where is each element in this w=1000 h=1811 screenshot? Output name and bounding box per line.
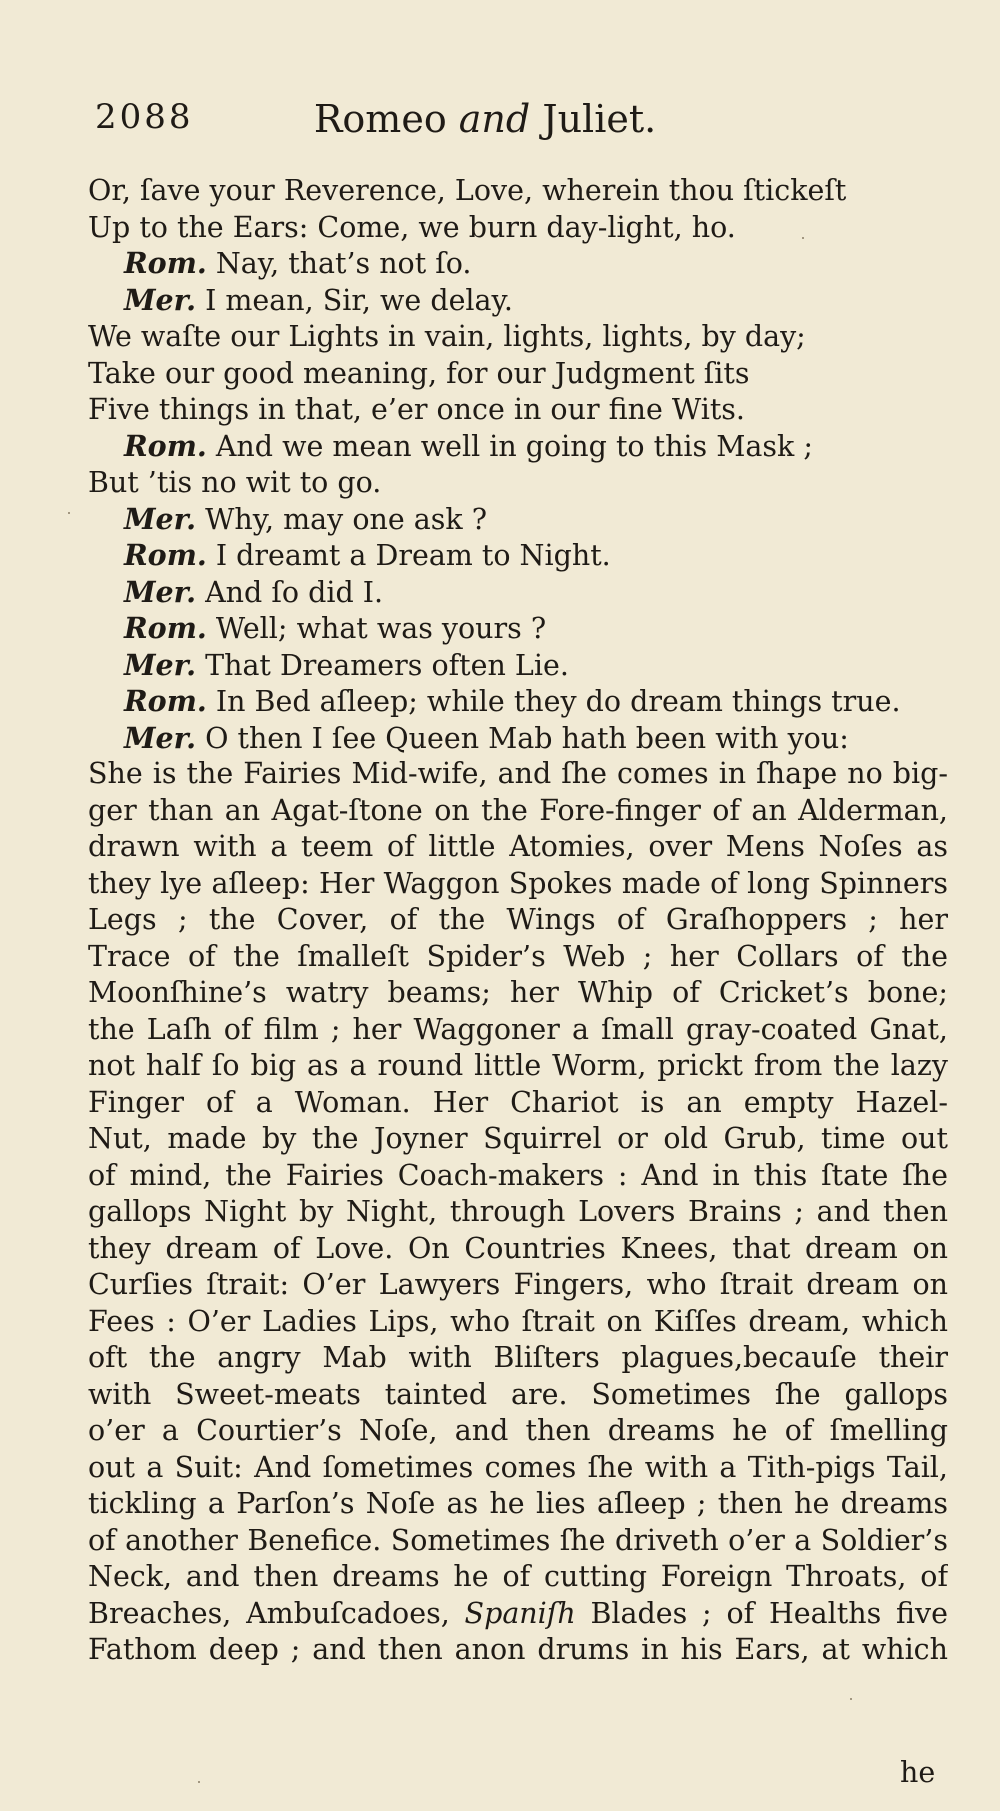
prose-line: oft the angry Mab with Bliſters plagues,becauſe their xyxy=(88,1341,948,1374)
catchword: he xyxy=(900,1756,936,1789)
running-title-italic: and xyxy=(458,97,531,141)
page-header xyxy=(95,95,755,155)
prose-line: Legs ; the Cover, of the Wings of Graſhoppers ; her xyxy=(88,903,948,936)
prose-line: Nut, made by the Joyner Squirrel or old Grub, time out xyxy=(88,1122,948,1155)
prose-italic-word: Spaniſh xyxy=(464,1596,576,1630)
paper-speck xyxy=(68,512,70,514)
verse-text: Five things in that, e’er once in our fine Wits. xyxy=(88,393,745,426)
verse-text: And ſo did I. xyxy=(205,575,384,609)
play-text xyxy=(88,172,948,1669)
prose-line: not half ſo big as a round little Worm, prickt from the lazy xyxy=(88,1049,948,1082)
prose-line: o’er a Courtier’s Noſe, and then dreams he of ſmelling xyxy=(88,1414,948,1447)
verse-text: And we mean well in going to this Mask ; xyxy=(215,429,813,463)
prose-line: drawn with a teem of little Atomies, over Mens Noſes as xyxy=(88,830,948,863)
running-title-part2: Juliet. xyxy=(530,97,657,141)
verse-text: In Bed aſleep; while they do dream things true. xyxy=(215,685,901,718)
prose-line: She is the Fairies Mid-wife, and ſhe comes in ſhape no big- xyxy=(88,757,948,790)
prose-line: gallops Night by Night, through Lovers Brains ; and then xyxy=(88,1195,948,1228)
prose-line: Moonſhine’s watry beams; her Whip of Cricket’s bone; xyxy=(88,976,948,1009)
prose-line: Curſies ſtrait: O’er Lawyers Fingers, who ſtrait dream on xyxy=(88,1268,948,1301)
verse-text: Or, ſave your Reverence, Love, wherein thou ſtickeſt xyxy=(88,174,847,207)
page-number: 2088 xyxy=(95,97,194,137)
prose-segment: Blades ; of Healths five xyxy=(575,1596,948,1630)
verse-speaker: Rom. xyxy=(124,246,207,280)
prose-line: the Laſh of film ; her Waggoner a ſmall gray-coated Gnat, xyxy=(88,1012,948,1046)
verse-text: Well; what was yours ? xyxy=(215,612,547,645)
verse-line xyxy=(88,245,948,282)
prose-line: of another Benefice. Sometimes ſhe driveth o’er a Soldier’s xyxy=(88,1523,948,1557)
running-title xyxy=(95,97,755,141)
prose-line: Fees : O’er Ladies Lips, who ſtrait on Kiſſes dream, which xyxy=(88,1304,948,1338)
prose-segment: Breaches, Ambuſcadoes, xyxy=(88,1596,465,1630)
prose-line: tickling a Parſon’s Noſe as he lies aſleep ; then he dreams xyxy=(88,1487,948,1520)
prose-line: Fathom deep ; and then anon drums in his Ears, at which xyxy=(88,1633,948,1666)
verse-text: I dreamt a Dream to Night. xyxy=(215,539,611,572)
verse-text: I mean, Sir, we delay. xyxy=(205,283,513,317)
paper-speck xyxy=(850,1698,852,1700)
verse-text: Why, may one ask ? xyxy=(205,502,488,536)
verse-text: Up to the Ears: Come, we burn day-light, ho. xyxy=(88,210,736,244)
verse-speaker: Rom. xyxy=(124,684,207,718)
prose-line: Trace of the ſmalleſt Spider’s Web ; her Collars of the xyxy=(88,939,948,973)
prose-line: Neck, and then dreams he of cutting Foreign Throats, of xyxy=(88,1560,948,1593)
verse-line xyxy=(88,318,948,355)
prose-line: out a Suit: And ſometimes comes ſhe with a Tith-pigs Tail, xyxy=(88,1450,948,1484)
verse-line xyxy=(88,537,948,574)
verse-text: Take our good meaning, for our Judgment ſits xyxy=(88,356,750,390)
verse-line xyxy=(88,172,948,209)
verse-line xyxy=(88,610,948,647)
verse-text: O then I ſee Queen Mab hath been with you: xyxy=(205,721,849,755)
paper-speck xyxy=(802,237,804,239)
verse-text: But ’tis no wit to go. xyxy=(88,466,382,499)
verse-speaker: Mer. xyxy=(124,574,197,609)
verse-line xyxy=(88,391,948,428)
verse-text: That Dreamers often Lie. xyxy=(205,648,569,682)
prose-line: they dream of Love. On Countries Knees, that dream on xyxy=(88,1231,948,1265)
verse-line xyxy=(88,209,948,246)
verse-line xyxy=(88,282,948,319)
verse-line xyxy=(88,428,948,465)
prose-line-spanish xyxy=(88,1596,948,1633)
verse-text: We waſte our Lights in vain, lights, lights, by day; xyxy=(88,320,806,353)
paper-speck xyxy=(198,1781,200,1783)
verse-line xyxy=(88,355,948,392)
prose-line: ger than an Agat-ſtone on the Fore-finger of an Alderman, xyxy=(88,793,948,827)
prose-line: with Sweet-meats tainted are. Sometimes ſhe gallops xyxy=(88,1377,948,1411)
verse-speaker: Mer. xyxy=(124,282,197,317)
prose-line: of mind, the Fairies Coach-makers : And in this ſtate ſhe xyxy=(88,1158,948,1192)
verse-line xyxy=(88,464,948,501)
verse-line xyxy=(88,647,948,684)
verse-speaker: Mer. xyxy=(124,647,197,682)
verse-speaker: Rom. xyxy=(124,538,207,572)
verse-line xyxy=(88,574,948,611)
verse-speaker: Mer. xyxy=(124,720,197,755)
prose-line: Finger of a Woman. Her Chariot is an empty Hazel- xyxy=(88,1085,948,1119)
verse-speaker: Rom. xyxy=(124,611,207,645)
verse-line xyxy=(88,720,948,757)
prose-line: they lye aſleep: Her Waggon Spokes made of long Spinners xyxy=(88,866,948,900)
verse-speaker: Mer. xyxy=(124,501,197,536)
verse-line xyxy=(88,683,948,720)
running-title-part1: Romeo xyxy=(313,97,459,141)
verse-speaker: Rom. xyxy=(124,428,207,463)
verse-line xyxy=(88,501,948,538)
verse-text: Nay, that’s not ſo. xyxy=(215,247,472,280)
